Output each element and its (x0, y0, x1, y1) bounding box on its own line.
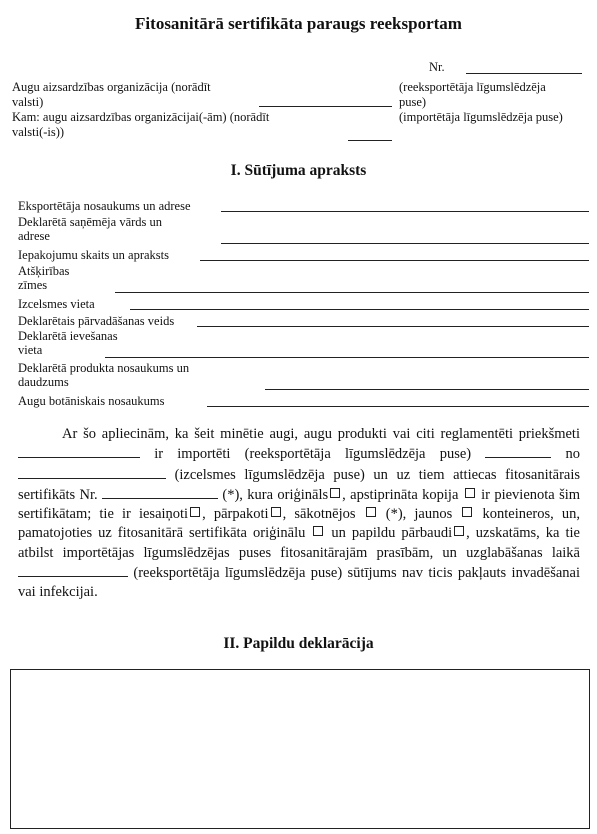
importer-note: (importētāja līgumslēdzēja puse) (399, 110, 563, 124)
field-entry-point-label: Deklarētā ievešanas vieta (18, 329, 118, 357)
declaration-paragraph: Ar šo apliecinām, ka šeit minētie augi, augu produkti vai citi reglamentēti priekšmeti ir importēti (reeksportētāja līgumslēdzēja puse) no (izcelsmes līgumslēdzēja puse) un uz tiem attiecas fitosanitārais sertifikāts Nr. (*), kura oriģināls , apstiprināta kopija ir pievienota šim sertifikātam; tie ir iesaiņoti , pārpakoti , sākotnējos (*), jaunos konteineros, un, pamatojoties uz fitosanitārā sertifikāta oriģinālu un papildu pārbaudi , uzskatāms, ka tie atbilst importētājas līgumslēdzējas puses fitosanitārajām prasībām, un uzglabāšanas laikā (reeksportētāja līgumslēdzēja puse) sūtījums nav ticis pakļauts invadēšanai vai infekcijai. (18, 426, 581, 601)
field-product-label: Deklarētā produkta nosaukums un daudzums (18, 361, 190, 389)
checkbox-additional-inspection[interactable] (454, 526, 464, 536)
org-field[interactable] (259, 106, 392, 107)
reexporter-note-line1: (reeksportētāja līgumslēdzēja (399, 80, 546, 94)
section-1-heading: I. Sūtījuma apraksts (230, 162, 367, 179)
field-consignee-input[interactable] (221, 243, 589, 244)
nr-field[interactable] (466, 73, 582, 74)
checkbox-original[interactable] (330, 488, 340, 498)
field-marks-input[interactable] (115, 292, 589, 293)
section-2-heading: II. Papildu deklarācija (223, 635, 374, 652)
page-title: Fitosanitārā sertifikāta paraugs reeksportam (135, 14, 462, 33)
field-botanical-label: Augu botāniskais nosaukums (18, 394, 165, 408)
checkbox-new-containers[interactable] (462, 507, 472, 517)
additional-declaration-box[interactable] (10, 669, 590, 829)
field-product-input[interactable] (265, 389, 589, 390)
field-transport-label: Deklarētais pārvadāšanas veids (18, 314, 175, 328)
field-marks-label: Atšķirības zīmes (18, 264, 70, 292)
field-exporter-label: Eksportētāja nosaukums un adrese (18, 199, 191, 213)
product-country-blank[interactable] (18, 444, 140, 458)
reexporter-note-line2: puse) (399, 95, 427, 109)
to-label-line2: valsti(-is)) (12, 125, 65, 139)
checkbox-repacked[interactable] (271, 507, 281, 517)
field-packages-input[interactable] (200, 260, 589, 261)
field-origin-label: Izcelsmes vieta (18, 297, 95, 311)
org-label-line2: valsti) (12, 95, 44, 109)
checkbox-packed[interactable] (190, 507, 200, 517)
field-transport-input[interactable] (197, 326, 589, 327)
reexporting-party-blank[interactable] (485, 444, 551, 458)
storage-party-blank[interactable] (18, 563, 128, 577)
field-botanical-input[interactable] (207, 406, 589, 407)
origin-party-blank[interactable] (18, 465, 166, 479)
certificate-number-blank[interactable] (102, 485, 218, 499)
checkbox-original-containers[interactable] (366, 507, 376, 517)
to-field[interactable] (348, 140, 392, 141)
checkbox-certified-copy[interactable] (465, 488, 475, 498)
field-origin-input[interactable] (130, 309, 589, 310)
field-packages-label: Iepakojumu skaits un apraksts (18, 248, 170, 262)
field-exporter-input[interactable] (221, 211, 589, 212)
to-label-line1: Kam: augu aizsardzības organizācijai(-ām) (norādīt (12, 110, 270, 124)
org-label-line1: Augu aizsardzības organizācija (norādīt (12, 80, 211, 94)
field-consignee-label: Deklarētā saņēmēja vārds un adrese (18, 215, 163, 243)
field-entry-point-input[interactable] (105, 357, 589, 358)
checkbox-certificate-original[interactable] (313, 526, 323, 536)
nr-label: Nr. (429, 60, 445, 74)
